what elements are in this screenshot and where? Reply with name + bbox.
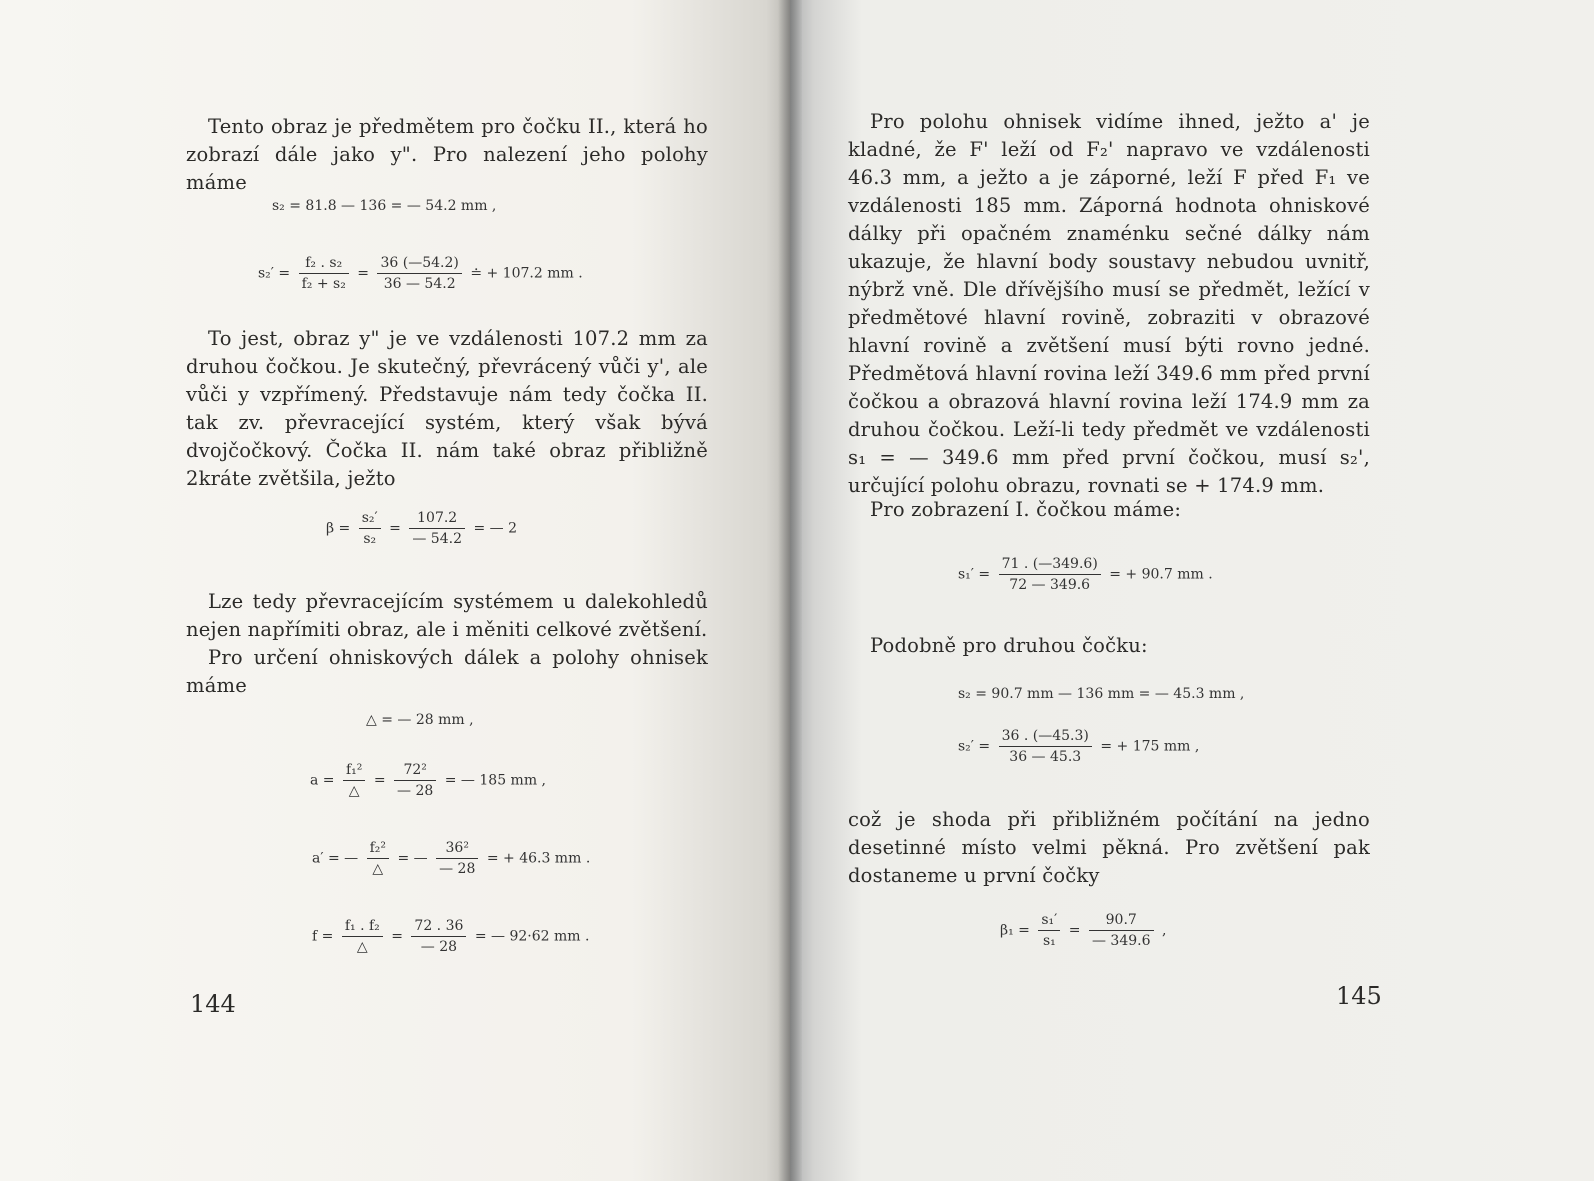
fraction xyxy=(343,762,365,799)
eq-rhs: = — 2 xyxy=(473,520,517,537)
equation-s2-left: s₂ = 81.8 — 136 = — 54.2 mm , xyxy=(272,198,497,214)
equation-beta xyxy=(326,510,517,547)
eq-lhs: f = xyxy=(312,928,334,945)
left-paragraph-2-text: To jest, obraz y" je ve vzdálenosti 107.2 mm za druhou čočkou. Je skutečný, převrácený vůči y', ale vůči y vzpřímený. Představuje nám tedy čočka II. tak zv. převracející systém, který však bývá dvojčočkový. Čočka II. nám také obraz přibližně 2kráte zvětšila, ježto xyxy=(186,327,708,490)
fraction-numerator: s₁′ xyxy=(1038,912,1060,931)
fraction xyxy=(436,840,478,877)
fraction-numerator: 90.7 xyxy=(1089,912,1154,931)
fraction-numerator: 36² xyxy=(436,840,478,859)
fraction-numerator: f₂² xyxy=(367,840,389,859)
right-paragraph-4-text: což je shoda při přibližném počítání na jedno desetinné místo velmi pěkná. Pro zvětšení pak dostaneme u první čočky xyxy=(848,808,1370,887)
eq-lhs: a = xyxy=(310,772,335,789)
fraction xyxy=(359,510,381,547)
fraction xyxy=(1089,912,1154,949)
eq-sign: = xyxy=(389,520,401,537)
fraction xyxy=(299,255,349,292)
right-paragraph-1-text: Pro polohu ohnisek vidíme ihned, ježto a' je kladné, že F' leží od F₂' napravo ve vzdálenosti 46.3 mm, a ježto a je záporné, leží F před F₁ ve vzdálenosti 185 mm. Záporná hodnota ohniskové dálky při opačném znaménku sečné dálky nám ukazuje, že hlavní body soustavy nebudou uvnitř, nýbrž vně. Dle dřívějšího musí se předmět, ležící v předmětové hlavní rovině, zobraziti v obrazové hlavní rovině a zvětšení musí býti rovno jedné. Předmětová hlavní rovina leží 349.6 mm před první čočkou a obrazová hlavní rovina leží 174.9 mm za druhou čočkou. Leží-li tedy předmět ve vzdálenosti s₁ = — 349.6 mm před první čočkou, musí s₂', určující polohu obrazu, rovnati se + 174.9 mm. xyxy=(848,110,1370,497)
fraction-numerator: 36 . (—45.3) xyxy=(999,728,1092,747)
eq-rhs: = + 90.7 mm . xyxy=(1109,566,1213,583)
fraction-denominator: — 28 xyxy=(420,939,458,955)
equation-s2-prime-right xyxy=(958,728,1199,765)
fraction-numerator: f₂ . s₂ xyxy=(299,255,349,274)
page-left xyxy=(0,0,790,1181)
right-paragraph-3 xyxy=(848,632,1370,660)
fraction-denominator: — 349.6 xyxy=(1091,933,1151,949)
eq-sign: = xyxy=(357,265,370,282)
eq-rhs: = — 92·62 mm . xyxy=(474,928,590,945)
fraction xyxy=(377,255,461,292)
eq-sign: = xyxy=(391,928,403,945)
right-paragraph-1 xyxy=(848,108,1370,500)
fraction-denominator: s₂ xyxy=(363,531,377,547)
eq-rhs: = + 175 mm , xyxy=(1100,738,1200,755)
eq-sign: = — xyxy=(397,850,428,867)
fraction xyxy=(409,510,465,547)
eq-lhs: β = xyxy=(326,520,351,537)
fraction-numerator: s₂′ xyxy=(359,510,381,529)
left-paragraph-1 xyxy=(186,113,708,197)
left-paragraph-3 xyxy=(186,588,708,644)
fraction-numerator: 71 . (—349.6) xyxy=(999,556,1101,575)
eq-lhs: s₂′ = xyxy=(258,265,291,282)
eq-lhs: a′ = — xyxy=(312,850,359,867)
eq-lhs: β₁ = xyxy=(1000,922,1030,939)
fraction xyxy=(999,556,1101,593)
page-number-right: 145 xyxy=(1336,982,1382,1010)
equation-s2-prime-left xyxy=(258,255,583,292)
fraction-denominator: △ xyxy=(372,861,384,877)
left-paragraph-1-text: Tento obraz je předmětem pro čočku II., která ho zobrazí dále jako y". Pro nalezení jeho polohy máme xyxy=(186,115,708,194)
left-paragraph-2 xyxy=(186,325,708,493)
fraction-numerator: 107.2 xyxy=(409,510,465,529)
eq-rhs: = + 46.3 mm . xyxy=(486,850,591,867)
equation-a-prime xyxy=(312,840,590,877)
eq-rhs: , xyxy=(1161,922,1167,939)
eq-lhs: s₁′ = xyxy=(958,566,991,583)
fraction-numerator: f₁² xyxy=(343,762,365,781)
eq-sign: = xyxy=(1068,922,1081,939)
equation-a xyxy=(310,762,546,799)
fraction-denominator: △ xyxy=(356,939,368,955)
fraction xyxy=(1038,912,1060,949)
fraction-denominator: △ xyxy=(348,783,360,799)
right-paragraph-4 xyxy=(848,806,1370,890)
fraction-numerator: 72 . 36 xyxy=(411,918,466,937)
fraction-denominator: — 28 xyxy=(439,861,476,877)
left-paragraph-4-text: Pro určení ohniskových dálek a polohy ohnisek máme xyxy=(186,646,708,697)
equation-s2-right: s₂ = 90.7 mm — 136 mm = — 45.3 mm , xyxy=(958,686,1245,702)
fraction xyxy=(367,840,389,877)
right-paragraph-3-text: Podobně pro druhou čočku: xyxy=(870,634,1148,657)
fraction xyxy=(394,762,436,799)
page-number-left: 144 xyxy=(190,990,236,1018)
eq-sign: = xyxy=(373,772,386,789)
eq-rhs: = — 185 mm , xyxy=(444,772,547,789)
equation-beta1 xyxy=(1000,912,1166,949)
fraction-denominator: 36 — 54.2 xyxy=(383,276,456,292)
fraction-denominator: — 28 xyxy=(397,783,434,799)
fraction-denominator: 36 — 45.3 xyxy=(1009,749,1082,765)
fraction-numerator: 72² xyxy=(394,762,436,781)
fraction-denominator: — 54.2 xyxy=(412,531,462,547)
right-paragraph-2 xyxy=(848,496,1370,524)
fraction-numerator: f₁ . f₂ xyxy=(342,918,383,937)
eq-rhs: ≐ + 107.2 mm . xyxy=(470,265,583,282)
fraction xyxy=(411,918,466,955)
equation-f xyxy=(312,918,589,955)
fraction xyxy=(999,728,1092,765)
fraction xyxy=(342,918,383,955)
fraction-denominator: f₂ + s₂ xyxy=(301,276,346,292)
book-gutter xyxy=(778,0,802,1181)
fraction-denominator: 72 — 349.6 xyxy=(1009,577,1091,593)
fraction-denominator: s₁ xyxy=(1042,933,1056,949)
left-paragraph-3-text: Lze tedy převracejícím systémem u dalekohledů nejen napřímiti obraz, ale i měniti celkové zvětšení. xyxy=(186,590,708,641)
equation-s1-prime xyxy=(958,556,1213,593)
fraction-numerator: 36 (—54.2) xyxy=(377,255,461,274)
left-paragraph-4 xyxy=(186,644,708,700)
right-paragraph-2-text: Pro zobrazení I. čočkou máme: xyxy=(870,498,1182,521)
equation-delta: △ = — 28 mm , xyxy=(366,712,474,728)
eq-lhs: s₂′ = xyxy=(958,738,991,755)
page-right xyxy=(790,0,1594,1181)
